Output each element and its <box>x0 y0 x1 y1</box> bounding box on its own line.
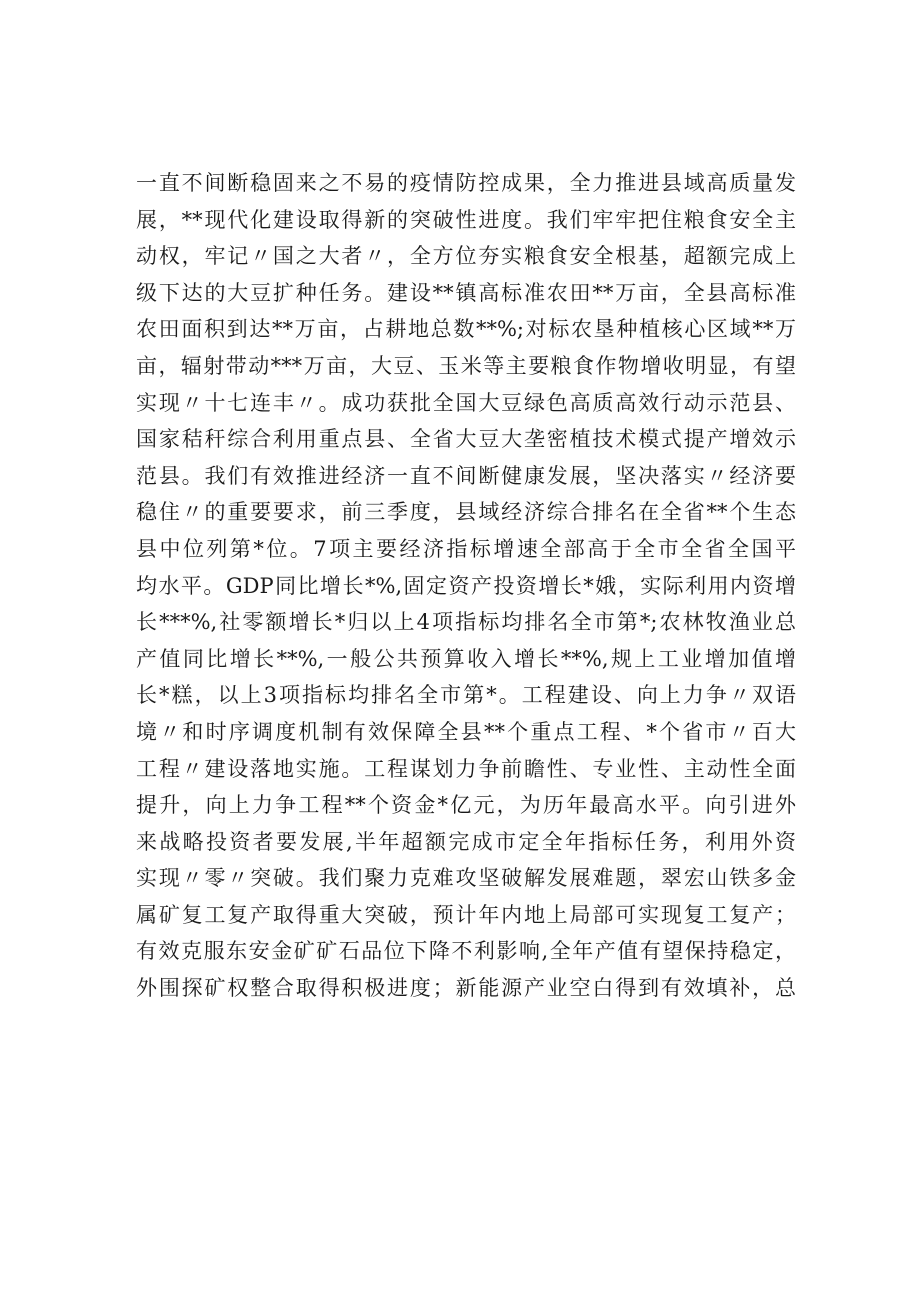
text-line: 稳住〃的重要要求，前三季度，县域经济综合排名在全省**个生态 <box>136 500 796 525</box>
text-line: 一直不间断稳固来之不易的疫情防控成果，全力推进县域高质量发 <box>136 171 796 195</box>
text-line: 动权，牢记〃国之大者〃，全方位夯实粮食安全根基，超额完成上 <box>136 244 796 269</box>
text-line: 实现〃十七连丰〃。成功获批全国大豆绿色高质高效行动示范县、 <box>136 390 796 415</box>
text-line: 产值同比增长**%,一般公共预算收入增长**%,规上工业增加值增 <box>136 646 796 671</box>
text-line: 范县。我们有效推进经济一直不间断健康发展，坚决落实〃经济要 <box>136 463 796 488</box>
text-line: 提升，向上力争工程**个资金*亿元，为历年最高水平。向引进外 <box>136 793 796 818</box>
text-line: 国家秸秆综合利用重点县、全省大豆大垄密植技术模式提产增效示 <box>136 427 796 452</box>
text-line: 长***%,社零额增长*归以上4项指标均排名全市第*;农林牧渔业总 <box>136 610 796 635</box>
text-line: 境〃和时序调度机制有效保障全县**个重点工程、*个省市〃百大 <box>136 719 796 744</box>
text-line: 亩，辐射带动***万亩，大豆、玉米等主要粮食作物增收明显，有望 <box>136 353 796 378</box>
text-line: 外围探矿权整合取得积极进度；新能源产业空白得到有效填补，总 <box>136 976 796 1001</box>
text-line: 来战略投资者要发展,半年超额完成市定全年指标任务，利用外资 <box>136 829 796 854</box>
body-paragraph <box>136 165 796 1007</box>
text-line: 有效克服东安金矿矿石品位下降不利影响,全年产值有望保持稳定， <box>136 939 796 964</box>
text-line: 实现〃零〃突破。我们聚力克难攻坚破解发展难题，翠宏山铁多金 <box>136 866 796 891</box>
text-line: 属矿复工复产取得重大突破，预计年内地上局部可实现复工复产； <box>136 902 796 927</box>
text-line: 县中位列第*位。7项主要经济指标增速全部高于全市全省全国平 <box>136 536 796 561</box>
text-line: 级下达的大豆扩种任务。建设**镇高标准农田**万亩，全县高标准 <box>136 280 796 305</box>
text-line: 展，**现代化建设取得新的突破性进度。我们牢牢把住粮食安全主 <box>136 207 796 232</box>
text-line: 农田面积到达**万亩，占耕地总数**%;对标农垦种植核心区域**万 <box>136 317 796 342</box>
text-line: 长*糕，以上3项指标均排名全市第*。工程建设、向上力争〃双语 <box>136 683 796 708</box>
text-line: 均水平。GDP同比增长*%,固定资产投资增长*娥，实际利用内资增 <box>136 573 796 598</box>
text-line: 工程〃建设落地实施。工程谋划力争前瞻性、专业性、主动性全面 <box>136 756 796 781</box>
